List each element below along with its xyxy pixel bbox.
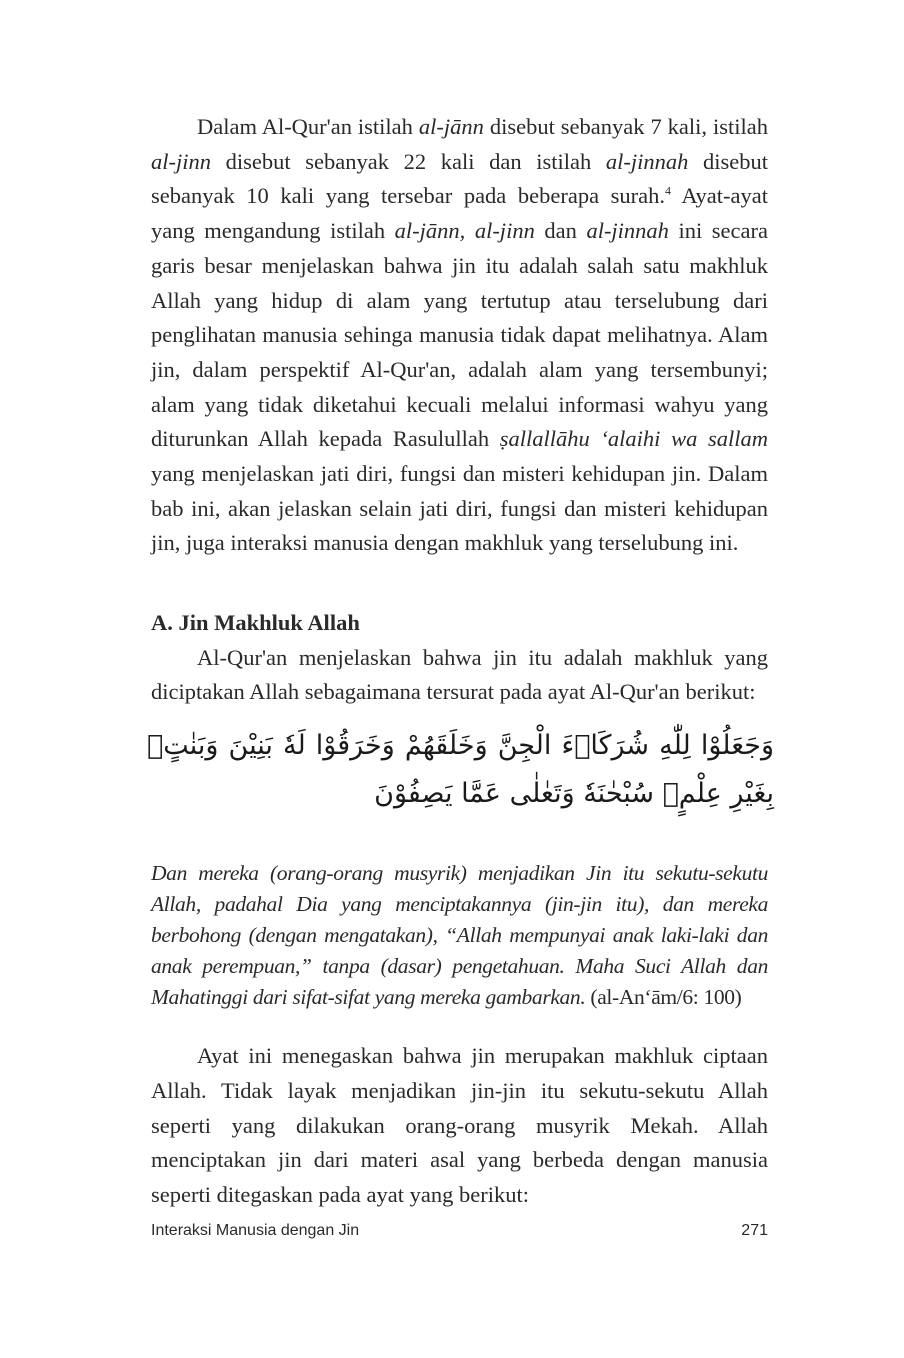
page-footer [151,1222,768,1246]
text-run: yang menjelaskan jati diri, fungsi dan misteri kehidupan jin. Dalam bab ini, akan jelaskan selain jati diri, fungsi dan misteri kehidupan jin, juga interaksi manusia dengan makhluk yang terselubung ini. [151,461,768,556]
text-run: ini secara garis besar menjelaskan bahwa jin itu adalah salah satu makhluk Allah yang hidup di alam yang tertutup atau terselubung dari penglihatan manusia sehinga manusia tidak dapat melihatnya. Alam jin, dalam perspektif Al-Qur'an, adalah alam yang tersembunyi; alam yang tidak diketahui kecuali melalui informasi wahyu yang diturunkan Allah kepada Rasulullah [151,218,768,452]
intro-paragraph [151,110,768,580]
section-intro-paragraph: Al-Qur'an menjelaskan bahwa jin itu adalah makhluk yang diciptakan Allah sebagaimana tersurat pada ayat Al-Qur'an berikut: [151,644,768,705]
running-title: Interaksi Manusia dengan Jin [151,1222,360,1239]
text-run: Dalam Al-Qur'an istilah [197,114,419,139]
verse-translation [151,858,768,1013]
arabic-verse: وَجَعَلُوْا لِلّٰهِ شُرَكَاۤءَ الْجِنَّ وَخَلَقَهُمْ وَخَرَقُوْا لَهٗ بَنِيْنَ وَبَنٰتٍۢ بِغَيْرِ عِلْمٍۗ سُبْحٰنَهٗ وَتَعٰلٰى عَمَّا يَصِفُوْنَ [147,730,774,810]
terms-jann-jinn: al-jānn, al-jinn [394,218,535,244]
text-run: disebut sebanyak 10 kali yang tersebar pada beberapa surah. [151,148,769,209]
explanation-paragraph: Ayat ini menegaskan bahwa jin merupakan makhluk ciptaan Allah. Tidak layak menjadikan jin-jin itu sekutu-sekutu Allah seperti yang dilakukan orang-orang musyrik Mekah. Allah menciptakan jin dari materi asal yang berbeda dengan manusia seperti ditegaskan pada ayat yang berikut: [151,1043,768,1207]
text-run: Ayat-ayat yang mengandung istilah [151,183,768,244]
term-al-jinnah: al-jinnah [605,148,689,174]
page-body [147,110,774,1213]
salutation-phrase: ṣallallāhu ‘alaihi wa sallam [499,426,768,452]
verse-citation: (al-An‘ām/6: 100) [590,985,742,1010]
text-run: disebut sebanyak 7 kali, istilah [483,114,768,139]
footnote-reference: 4 [665,183,672,198]
term-al-jinnah: al-jinnah [586,218,669,244]
term-al-jinn: al-jinn [151,148,211,174]
page-number: 271 [741,1222,768,1239]
term-al-jann: al-jānn [418,114,484,139]
section-heading: A. Jin Makhluk Allah [151,610,360,635]
text-run: disebut sebanyak 22 kali dan istilah [211,148,606,174]
translation-text: Dan mereka (orang-orang musyrik) menjadikan Jin itu sekutu-sekutu Allah, padahal Dia yang menciptakannya (jin-jin itu), dan mereka berbohong (dengan mengatakan), “Allah mempunyai anak laki-laki dan anak perempuan,” tanpa (dasar) pengetahuan. Maha Suci Allah dan Mahatinggi dari sifat-sifat yang mereka gambarkan. [151,861,768,1010]
text-run: dan [534,218,587,244]
